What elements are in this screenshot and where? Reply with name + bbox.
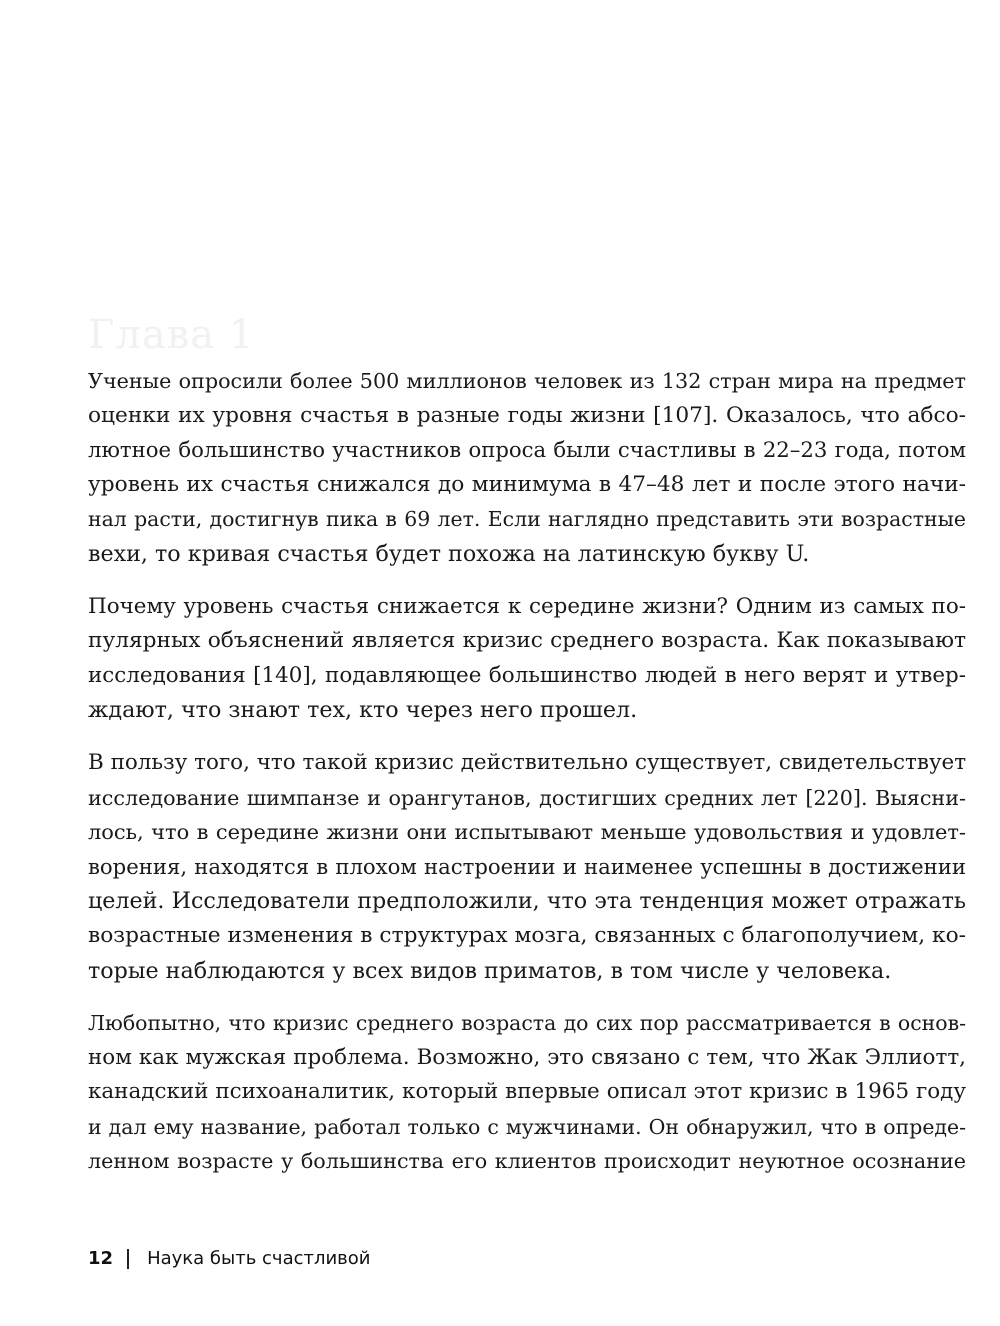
- text-line: Любопытно, что кризис среднего возраста до сих пор рассматривается в основ-: [88, 1011, 966, 1036]
- text-line: ждают, что знают тех, кто через него прошел.: [88, 697, 638, 724]
- ghost-heading: Глава 1: [88, 312, 256, 358]
- text-line: Ученые опросили более 500 миллионов человек из 132 стран мира на предмет: [88, 369, 966, 393]
- page-footer: [88, 1248, 371, 1269]
- text-line: В пользу того, что такой кризис действительно существует, свидетельствует: [88, 749, 967, 775]
- text-line: уровень их счастья снижался до минимума в 47–48 лет и после этого начи-: [88, 471, 966, 497]
- page-number: 12: [88, 1248, 114, 1269]
- text-line: Почему уровень счастья снижается к середине жизни? Одним из самых по-: [88, 593, 966, 619]
- text-line: вехи, то кривая счастья будет похожа на латинскую букву U.: [88, 540, 810, 567]
- text-line: возрастные изменения в структурах мозга, связанных с благополучием, ко-: [88, 922, 966, 948]
- text-line: целей. Исследователи предположили, что эта тенденция может отражать: [88, 888, 966, 915]
- text-line: лось, что в середине жизни они испытывают меньше удовольствия и удовлет-: [88, 820, 966, 845]
- text-line: пулярных объяснений является кризис среднего возраста. Как показывают: [88, 628, 966, 654]
- book-title: Наука быть счастливой: [147, 1248, 371, 1269]
- text-line: ленном возрасте у большинства его клиентов происходит неуютное осознание: [88, 1149, 966, 1174]
- text-line: торые наблюдаются у всех видов приматов, в том числе у человека.: [88, 957, 892, 984]
- text-line: ном как мужская проблема. Возможно, это связано с тем, что Жак Эллиотт,: [88, 1044, 966, 1070]
- paragraph-2: [88, 590, 966, 728]
- paragraph-1: [88, 364, 966, 572]
- text-line: ворения, находятся в плохом настроении и наименее успешны в достижении: [88, 853, 966, 879]
- text-line: и дал ему название, работал только с мужчинами. Он обнаружил, что в опреде-: [88, 1114, 966, 1139]
- text-line: нал расти, достигнув пика в 69 лет. Если наглядно представить эти возрастные: [88, 507, 966, 532]
- paragraph-3: [88, 746, 966, 988]
- footer-divider: [127, 1249, 129, 1269]
- text-line: исследование шимпанзе и орангутанов, достигших средних лет [220]. Выясни-: [88, 785, 966, 810]
- text-line: оценки их уровня счастья в разные годы жизни [107]. Оказалось, что абсо-: [88, 402, 966, 428]
- body-text: [88, 364, 966, 1197]
- text-line: лютное большинство участников опроса были счастливы в 22–23 года, потом: [88, 437, 966, 463]
- text-line: исследования [140], подавляющее большинство людей в него верят и утвер-: [88, 662, 966, 688]
- text-line: канадский психоаналитик, который впервые описал этот кризис в 1965 году: [88, 1079, 966, 1105]
- paragraph-4: [88, 1006, 966, 1179]
